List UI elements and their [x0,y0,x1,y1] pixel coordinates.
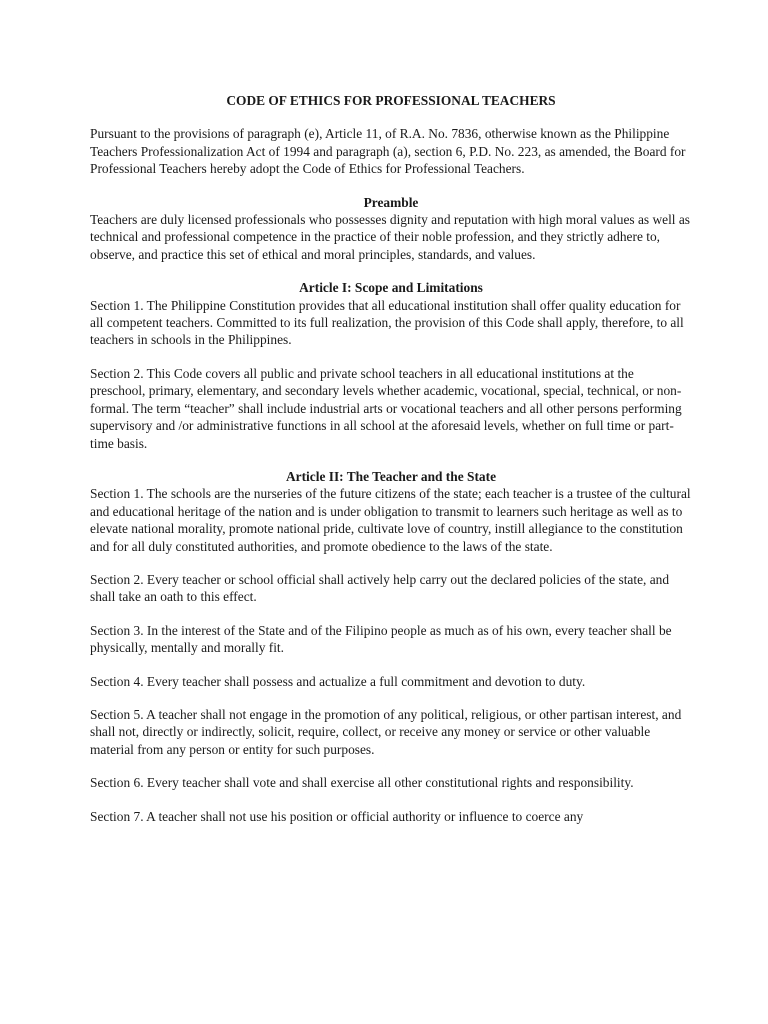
article-2-section-5: Section 5. A teacher shall not engage in the promotion of any political, religious, or other partisan interest, and shall not, directly or indirectly, solicit, require, collect, or receive any money or service or other valuable material from any person or entity for such purposes. [90,706,682,757]
article-1-heading: Article I: Scope and Limitations [299,280,483,296]
article-1-section-1: Section 1. The Philippine Constitution provides that all educational institution shall offer quality education for all competent teachers. Committed to its full realization, the provision of this Code shall apply, therefore, to all teachers in schools in the Philippines. [90,297,684,348]
article-2-heading: Article II: The Teacher and the State [285,468,497,484]
preamble-heading: Preamble [363,194,419,210]
article-2-section-4: Section 4. Every teacher shall possess and actualize a full commitment and devotion to duty. [90,673,586,689]
preamble-paragraph: Teachers are duly licensed professionals who possesses dignity and reputation with high moral values as well as technical and professional competence in the practice of their noble profession, and they strictly adhere to, observe, and practice this set of ethical and moral principles, standards, and values. [90,212,691,262]
article-2-section-2: Section 2. Every teacher or school official shall actively help carry out the declared policies of the state, and shall take an oath to this effect. [90,571,670,605]
article-2-section-3: Section 3. In the interest of the State and of the Filipino people as much as of his own, every teacher shall be physically, mentally and morally fit. [90,622,672,656]
document-page [90,92,692,841]
article-1-section-2: Section 2. This Code covers all public and private school teachers in all educational institutions at the preschool, primary, elementary, and secondary levels whether academic, vocational, special, technical, or non-formal. The term “teacher” shall include industrial arts or vocational teachers and all other persons performing supervisory and /or administrative functions in all school at the aforesaid levels, whether on full time or part-time basis. [90,365,682,451]
article-2-section-1: Section 1. The schools are the nurseries of the future citizens of the state; each teacher is a trustee of the cultural and educational heritage of the nation and is under obligation to transmit to learners such heritage as well as to elevate national morality, promote national pride, cultivate love of country, instill allegiance to the constitution and for all duly constituted authorities, and promote obedience to the laws of the state. [90,486,691,554]
intro-paragraph: Pursuant to the provisions of paragraph (e), Article 11, of R.A. No. 7836, otherwise known as the Philippine Teachers Professionalization Act of 1994 and paragraph (a), section 6, P.D. No. 223, as amended, the Board for Professional Teachers hereby adopt the Code of Ethics for Professional Teachers. [90,126,686,177]
document-title: CODE OF ETHICS FOR PROFESSIONAL TEACHERS [226,93,556,108]
article-2-section-6: Section 6. Every teacher shall vote and shall exercise all other constitutional rights and responsibility. [90,775,634,791]
article-2-section-7: Section 7. A teacher shall not use his position or official authority or influence to coerce any [90,808,584,824]
